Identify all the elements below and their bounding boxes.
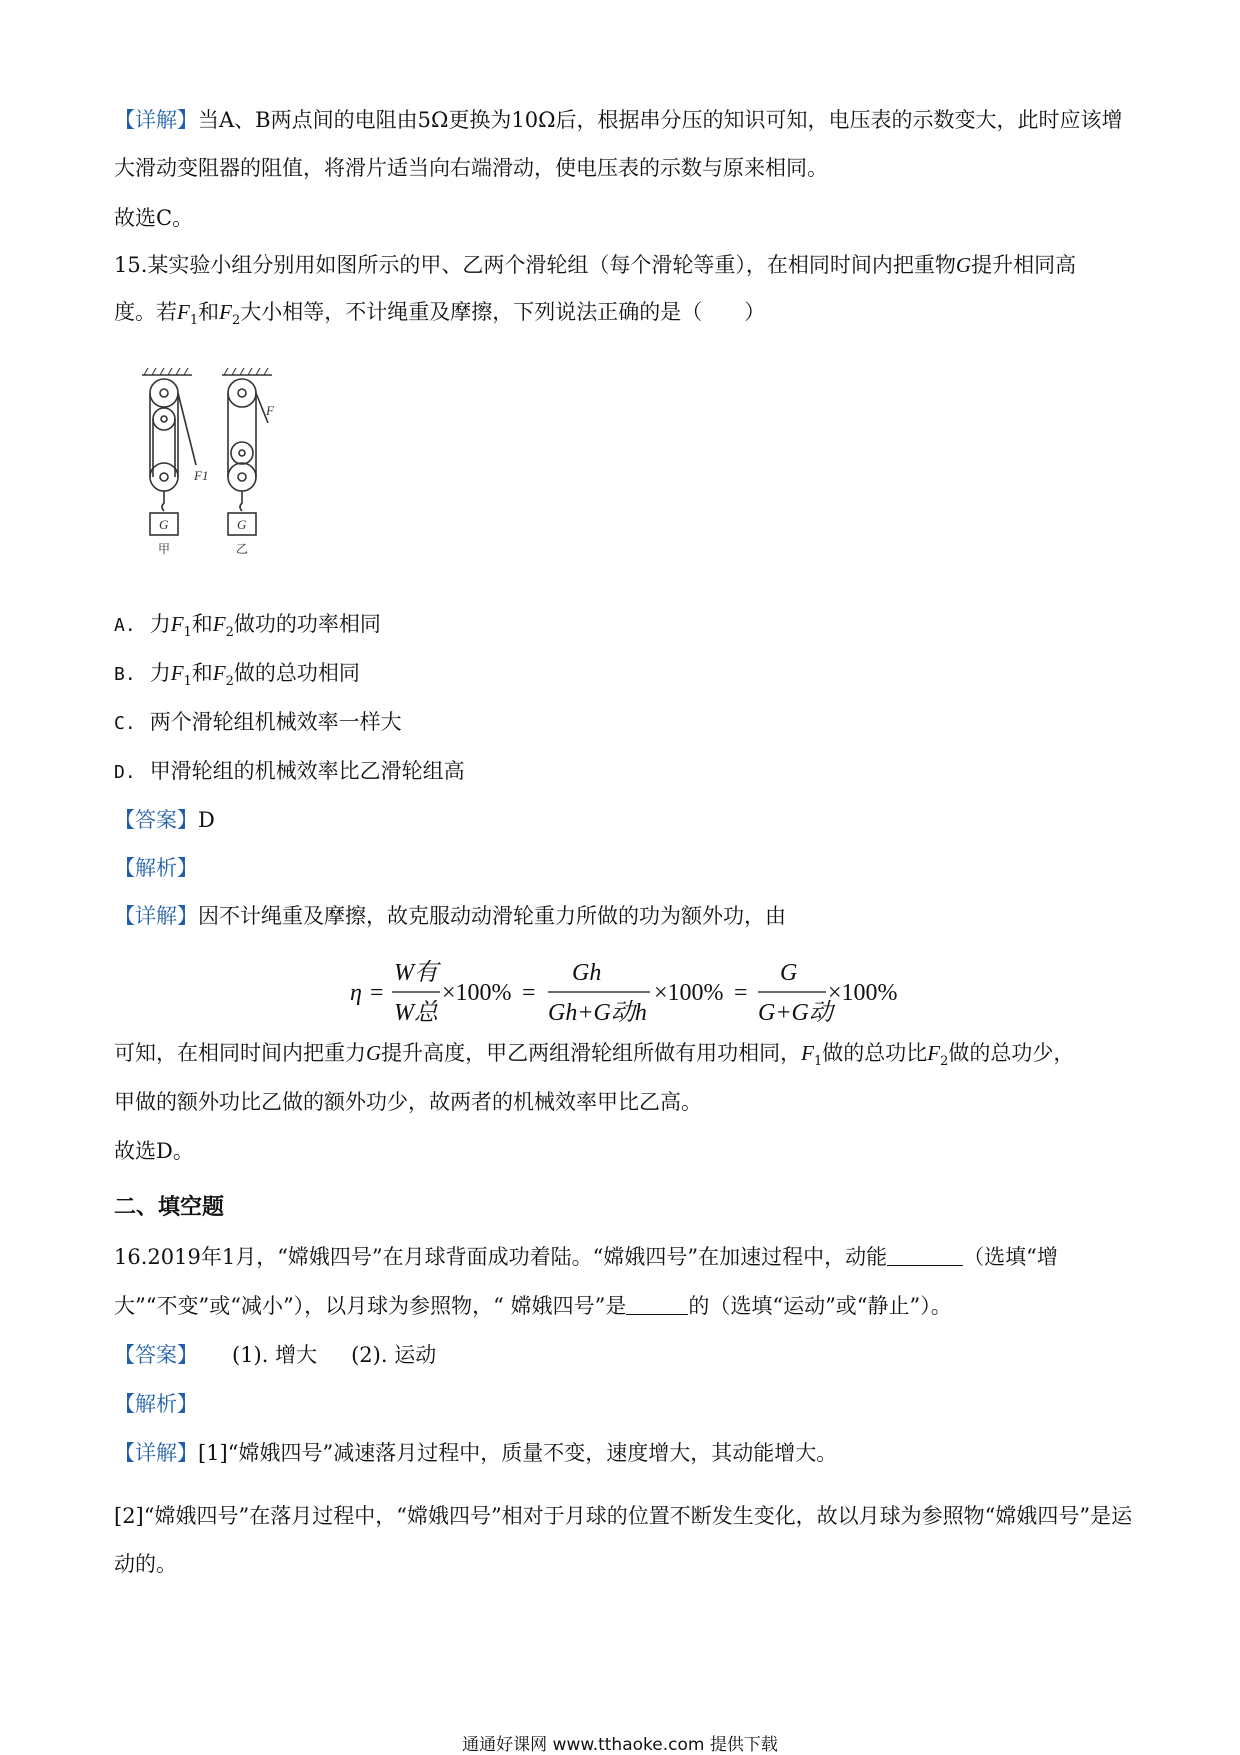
eta-symbol: η <box>350 980 362 1006</box>
q15-stem-text: 15.某实验小组分别用如图所示的甲、乙两个滑轮组（每个滑轮等重），在相同时间内把重物 <box>114 253 956 277</box>
answer-1: (1). 增大 <box>232 1343 318 1367</box>
g: G <box>780 960 798 986</box>
answer-2: (2). 运动 <box>351 1343 437 1367</box>
analysis-tag: 【解析】 <box>114 856 198 880</box>
jia-force-label: F1 <box>194 468 209 483</box>
yi-weight-label: G <box>237 517 247 532</box>
sub-2: 2 <box>225 674 234 690</box>
sub-1: 1 <box>814 1054 823 1070</box>
q16-detail1 <box>114 1438 837 1468</box>
w-you: W有 <box>394 960 438 986</box>
answer-tag: 【答案】 <box>114 808 198 832</box>
var-F2: F <box>219 300 232 324</box>
conclusion-text: 可知，在相同时间内把重力 <box>114 1041 366 1065</box>
g-plus: G+G动 <box>758 1000 833 1026</box>
conclusion-text: 做的总功比 <box>822 1041 928 1065</box>
option-letter: C. <box>114 713 136 734</box>
option-letter: D. <box>114 762 136 783</box>
prev-conclusion: 故选C。 <box>114 206 194 230</box>
prev-detail-text: 当A、B两点间的电阻由5Ω更换为10Ω后，根据串分压的知识可知，电压表的示数变大，此时应该增大滑动变阻器的阻值，将滑片适当向右端滑动，使电压表的示数与原来相同。 <box>114 108 1123 180</box>
q15-stem-line2 <box>114 297 765 336</box>
option-text: 力 <box>149 661 171 685</box>
var-F1: F <box>177 300 190 324</box>
q15-final: 故选D。 <box>114 1139 194 1163</box>
detail-text: 因不计绳重及摩擦，故克服动动滑轮重力所做的功为额外功，由 <box>198 904 786 928</box>
q15-conclusion-line2: 甲做的额外功比乙做的额外功少，故两者的机械效率甲比乙高。 <box>114 1090 702 1114</box>
gh: Gh <box>572 960 602 986</box>
eq-3: = <box>734 980 748 1006</box>
option-c <box>114 707 402 739</box>
jia-movable-pulley <box>150 463 178 491</box>
eq-1: = <box>370 980 384 1006</box>
q16-detail2: [2]“嫦娥四号”在落月过程中，“嫦娥四号”相对于月球的位置不断发生变化，故以月球为参照物“嫦娥四号”是运动的。 <box>114 1504 1133 1576</box>
pulley-figure <box>130 365 310 585</box>
eq-2: = <box>522 980 536 1006</box>
q16-answer <box>114 1340 436 1370</box>
jia-rope-f1 <box>178 393 196 465</box>
section-heading: 二、填空题 <box>114 1195 225 1220</box>
efficiency-formula <box>350 950 910 1030</box>
jia-fixed-pulley-2 <box>153 408 175 430</box>
answer-value: D <box>198 808 215 832</box>
var-F1: F <box>170 612 184 636</box>
analysis-tag: 【解析】 <box>114 1392 198 1416</box>
option-d <box>114 756 465 788</box>
sub-2: 2 <box>225 625 234 641</box>
var-G: G <box>955 253 972 277</box>
q16-stem-text: 大”“不变”或“减小”），以月球为参照物，“ 嫦娥四号”是 <box>114 1294 627 1318</box>
and-text: 和 <box>191 612 213 636</box>
q15-detail <box>114 901 786 931</box>
q16-stem-text: 16.2019年1月，“嫦娥四号”在月球背面成功着陆。“嫦娥四号”在加速过程中，动能 <box>114 1245 888 1269</box>
var-F2: F <box>212 661 226 685</box>
label-jia: 甲 <box>158 542 171 556</box>
q16-stem-line2 <box>114 1291 952 1321</box>
yi-movable-pulley <box>231 442 253 464</box>
w-zong: W总 <box>394 1000 438 1026</box>
and-text: 和 <box>191 661 213 685</box>
option-b <box>114 658 360 697</box>
q15-stem-part: 度。若 <box>114 300 177 324</box>
q15-conclusion-line1 <box>114 1038 1074 1077</box>
jia-fixed-pulley <box>150 379 178 407</box>
var-F2: F <box>212 612 226 636</box>
option-text: 力 <box>149 612 171 636</box>
detail-tag: 【详解】 <box>114 904 198 928</box>
var-F2: F <box>927 1041 941 1065</box>
q15-analysis <box>114 853 198 883</box>
q15-answer <box>114 805 215 835</box>
answer-tag: 【答案】 <box>114 1343 198 1367</box>
times-3: ×100% <box>828 980 898 1006</box>
q16-analysis <box>114 1389 198 1419</box>
var-F1: F <box>170 661 184 685</box>
option-text: 甲滑轮组的机械效率比乙滑轮组高 <box>149 759 465 783</box>
and-text: 和 <box>198 300 220 324</box>
times-2: ×100% <box>654 980 724 1006</box>
jia-weight-label: G <box>159 517 169 532</box>
q16-stem-line1 <box>114 1242 1058 1272</box>
option-letter: A. <box>114 615 136 636</box>
option-letter: B. <box>114 664 136 685</box>
q15-stem-line1 <box>114 250 1076 280</box>
var-G: G <box>366 1041 382 1065</box>
detail-tag: 【详解】 <box>114 1441 198 1465</box>
page-footer: 通通好课网 www.tthaoke.com 提供下载 <box>462 1735 778 1755</box>
conclusion-text: 提升高度，甲乙两组滑轮组所做有用功相同， <box>381 1041 802 1065</box>
sub-1: 1 <box>183 674 192 690</box>
times-1: ×100% <box>442 980 512 1006</box>
q15-stem-end: 提升相同高 <box>971 253 1077 277</box>
yi-fixed-pulley <box>228 379 256 407</box>
option-a <box>114 609 381 648</box>
q16-stem-text: 的（选填“运动”或“静止”）。 <box>688 1294 952 1318</box>
detail-tag: 【详解】 <box>114 108 198 132</box>
conclusion-text: 做的总功少， <box>948 1041 1075 1065</box>
detail-text: [1]“嫦娥四号”减速落月过程中，质量不变，速度增大，其动能增大。 <box>198 1441 838 1465</box>
option-text: 做功的功率相同 <box>233 612 381 636</box>
sub-2: 2 <box>231 313 241 329</box>
yi-force-label: F <box>266 403 274 418</box>
q15-stem-part: 大小相等，不计绳重及摩擦，下列说法正确的是（ ） <box>240 300 766 324</box>
label-yi: 乙 <box>236 542 249 556</box>
var-F1: F <box>801 1041 814 1065</box>
gh-plus: Gh+G动h <box>548 1000 647 1026</box>
sub-1: 1 <box>183 625 192 641</box>
option-text: 两个滑轮组机械效率一样大 <box>149 710 402 734</box>
q16-stem-text: （选填“增 <box>963 1245 1058 1269</box>
sub-2: 2 <box>940 1054 949 1070</box>
blank-1[interactable] <box>887 1245 963 1266</box>
prev-detail <box>114 96 1134 192</box>
blank-2[interactable] <box>626 1294 688 1315</box>
option-text: 做的总功相同 <box>233 661 360 685</box>
yi-movable-pulley-2 <box>228 463 256 491</box>
sub-1: 1 <box>189 313 199 329</box>
